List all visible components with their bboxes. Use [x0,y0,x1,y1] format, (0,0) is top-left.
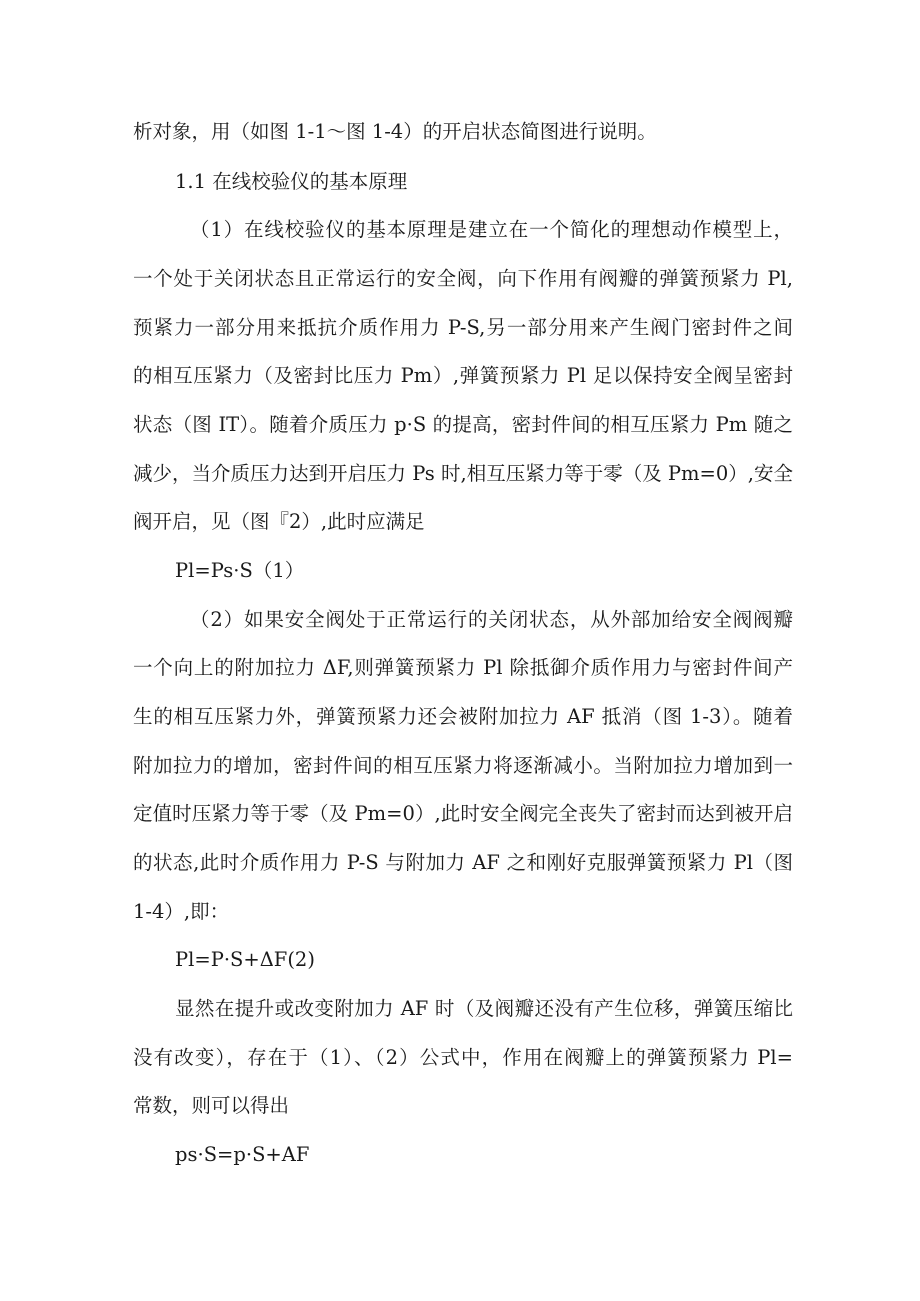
text-line-9: 阀开启，见（图『2）,此时应满足 [133,510,425,533]
text-line-15: 定值时压紧力等于零（及 Pm=0）,此时安全阀完全丧失了密封而达到被开启 [133,802,793,825]
text-line-5: 预紧力一部分用来抵抗介质作用力 P-S,另一部分用来产生阀门密封件之间 [133,316,793,339]
text-line-1: 析对象，用（如图 1-1～图 1-4）的开启状态简图进行说明。 [133,120,657,143]
text-line-14: 附加拉力的增加，密封件间的相互压紧力将逐渐减小。当附加拉力增加到一 [133,754,793,777]
text-line-6: 的相互压紧力（及密封比压力 Pm）,弹簧预紧力 Pl 足以保持安全阀呈密封 [133,364,793,387]
formula-3: ps·S=p·S+AF [175,1143,310,1166]
text-line-4: 一个处于关闭状态且正常运行的安全阀，向下作用有阀瓣的弹簧预紧力 Pl, [133,267,793,290]
text-line-8: 减少，当介质压力达到开启压力 Ps 时,相互压紧力等于零（及 Pm=0）,安全 [133,462,793,485]
text-line-12: 一个向上的附加拉力 ΔF,则弹簧预紧力 Pl 除抵御介质作用力与密封件间产 [133,656,793,679]
text-line-20: 没有改变），存在于（1）、（2）公式中，作用在阀瓣上的弹簧预紧力 Pl= [133,1046,793,1069]
text-line-3: （1）在线校验仪的基本原理是建立在一个简化的理想动作模型上， [190,218,793,241]
text-line-13: 生的相互压紧力外，弹簧预紧力还会被附加拉力 AF 抵消（图 1-3）。随着 [133,705,793,728]
section-heading: 1.1 在线校验仪的基本原理 [175,170,408,193]
formula-1: Pl=Ps·S（1） [175,559,305,582]
text-line-19: 显然在提升或改变附加力 AF 时（及阀瓣还没有产生位移，弹簧压缩比 [175,997,793,1020]
text-line-16: 的状态,此时介质作用力 P-S 与附加力 AF 之和刚好克服弹簧预紧力 Pl（图 [133,851,793,874]
formula-2: Pl=P·S+ΔF(2) [175,948,315,971]
text-line-7: 状态（图 IT）。随着介质压力 p·S 的提高，密封件间的相互压紧力 Pm 随之 [133,413,793,436]
text-line-21: 常数，则可以得出 [133,1094,290,1117]
text-line-11: （2）如果安全阀处于正常运行的关闭状态，从外部加给安全阀阀瓣 [190,608,793,631]
text-line-17: 1-4）,即： [133,900,230,923]
